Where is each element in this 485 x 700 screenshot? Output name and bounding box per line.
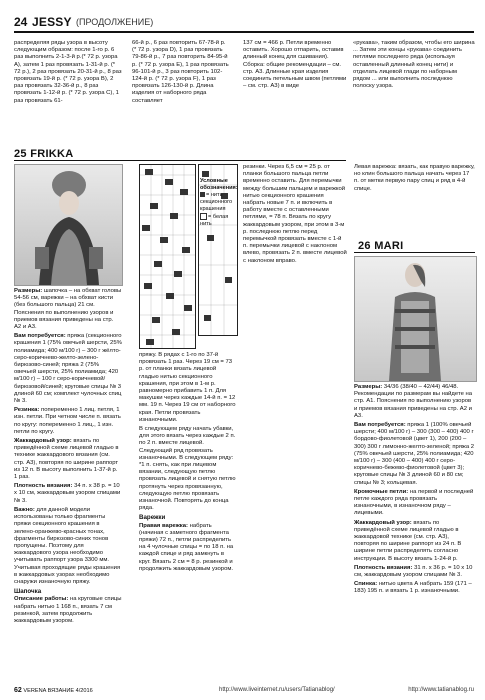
label-sizes: Размеры: [14, 288, 43, 294]
top-column-4: «рукава», таким образом, чтобы его ширина ... Затем эти концы «рукава» соединить петлями последнего ряда (используя оставленный длинный конец нити) и отделать лицевой глади по наборным рядом ... или выполнить последнюю полоску узора. [353, 40, 475, 90]
para-c2b: В следующем ряду начать убавки, для этого вязать через каждые 2 п. по 2 п. вместе лицевой. Следующий ряд провязать изнаночными. В следующем ряду: *1 п. снять, как при лицевом вязании, следующую петлю провязать лицевой и снятую петлю протянуть через провязанную, следующую петлю провязать изнаночной. Повторять до конца ряда. [139, 426, 236, 512]
frikka-column-3: резинки. Через 6,5 см = 25 р. от планки большого пальца петли временно оставить. Для перемычки между большим пальцем и варежкой нитью секционного крашения набрать новые 7 п. и включить в работу вместе с оставленными петлями, = 78 п. Вязать по кругу жаккардовым узором, при этом в 3-м р. последнюю петлю перед перемычкой провязать вместе с 1-й п. перемычки лицевой с наклоном влево, провязать 2 п. вместе лицевой с наклоном вправо. [243, 164, 347, 264]
page-footer [14, 687, 474, 697]
frikka-column-1 [14, 288, 122, 627]
para-gauge [14, 483, 122, 505]
para-right-mitten [139, 523, 237, 573]
footer-url-mid[interactable]: http://www.liveinternet.ru/users/Tatianablog/ [219, 687, 335, 693]
text-hat-desc: на круговые спицы набрать нитью 1 168 п., вязать 7 см резинкой, затем продолжить жаккардовым узором. [14, 596, 122, 624]
mari-title: 26 MARI [358, 240, 404, 252]
top-column-2: 66-й р., 6 раз повторить 67-78-й р. (* 72 р. узора D), 1 раз провязать 79-86-й р., 7 раз повторить 84-95-й р. (* 72 р. узора E), 1 раз провязать 96-101-й р., 3 раз повторить 102-124-й р. (* 72 р. узора F), 1 раз провязать 126-130-й р. Длина изделия от наборного ряда составляет [132, 40, 229, 104]
para-materials [14, 333, 122, 405]
footer-url-right[interactable]: http://www.tatianablog.ru [408, 687, 474, 693]
frikka-photo [14, 164, 123, 286]
para-mari-jacquard [354, 520, 475, 563]
label-materials: Вам потребуется: [14, 333, 66, 340]
footer-issue: VERENA ВЯЗАНИЕ 4/2016 [23, 688, 93, 694]
text-materials: пряжа (секционного крашения 1 (75% овечьей шерсти, 25% полиамида; 400 м/100 г) – 300 г жёлто-серо-коричнево-желто-зелено-бирюзово-синей; пряжа 2 (75% овечьей шерсти, 25% полиамида; 420 м/100 г) – 100 г серо-коричневой/бирюзовой/синей; круговые спицы № 3 длиной 60 см; комплект чулочных спиц № 3. [14, 333, 122, 405]
label-important: Важно: [14, 506, 35, 513]
text-mari-edge: на первой и последней петле каждого ряда провязать изнаночными, в изнаночном ряду – лицевыми. [354, 488, 474, 517]
footer-page-number: 62 [14, 687, 22, 694]
label-jacquard: Жаккардовый узор: [14, 438, 72, 445]
legend-text-white: = белая нить [200, 213, 229, 227]
text-mari-jacquard: вязать по приведённой схеме лицевой гладью в жаккардовой технике (см. стр. А3), повторяя по ширине раппорт из 24 п. В ширине петли распределять согласно инструкции. В высоту вязать 1-24-й р. [354, 519, 462, 562]
para-important [14, 507, 122, 586]
text-sizes: шапочка – на обхват головы 54-56 см, варежки – на обхват кисти (без большого пальца) 21 см. Пояснения по выполнению узоров и приемов вязания приведены на стр. А2 и А3. [14, 288, 122, 331]
text-mari-materials: пряжа 1 (100% овечьей шерсти; 400 м/100 г) – 300 (300 – 400) 400 г бордово-фиолетовой (цвет 1), 200 (200 – 300) 300 г лимонно-желто-зеленой; пряжа 2 (75% овечьей шерсти, 25% полиамида; 420 м/100 г) – 300 (400 – 400) 400 г серо-коричнево-бежево-фиолетовой (цвет 3); круговые спицы № 3 длиной 60 и 80 см; спицы № 3; кольцевая. [354, 422, 475, 486]
legend-item-sectional [200, 192, 240, 213]
label-mari-materials: Вам потребуется: [354, 422, 406, 429]
para-mari-materials [354, 422, 475, 487]
text-important: для данной модели использованы только фрагменты пряжи секционного крашения в зелено-оранжево-красных тонах, фрагменты бирюзово-синих тонов пропущены. Поэтому для жаккардового узора необходимо учитывать раппорт узора 3300 мм. Учитывая проходящие ряды крашения в жаккардовых узорах необходимо снаружи изнаночную пряжу. [14, 506, 121, 585]
text-rib: попеременно 1 лиц. петля, 1 изн. петли. При четном числе п. вязать по кругу: попеременно 1 лиц., 1 изн. петли по кругу. [14, 407, 121, 435]
page-header [14, 14, 474, 32]
text-mari-sizes: 34/36 (38/40 – 42/44) 46/48. Рекомендации по размерам вы найдете на стр. А1. Пояснения по выполнению узоров и приемов вязания приведены на стр. А2 и А3. [354, 384, 473, 419]
chart-grid [140, 165, 195, 348]
text-jacquard: вязать по приведённой схеме лицевой гладью в технике жаккардового вязания (см. стр. А3), повторяя по ширине раппорт из 12 п. В высоту выполнить 1-37-й р. 1 раз. [14, 438, 119, 481]
para-jacquard [14, 438, 122, 481]
label-mari-gauge: Плотность вязания: [354, 564, 413, 571]
para-mari-gauge [354, 565, 475, 579]
chart-legend [200, 178, 240, 228]
text-right-mitten: набрать (начиная с заметного фрагмента пряжи) 72 п., петли распределить на 4 чулочные спицы = по 18 п. на каждой спице и ряд замкнуть в круг. Вязать 2 см = 8 р. резинкой и продолжить жаккардовым узором. [139, 522, 234, 572]
label-mari-back: Спинка: [354, 581, 378, 588]
top-column-1: распределяя ряды узора в высоту следующим образом: после 1-го р. 6 раз выполнить 2-1-3-й р.(* 72 р. узора А), затем 1 раз провязать 1-31-й р. (* 72 р.), 2 раз провязать 20-31-й р., 8 раз провязать 19-й р. (* 72 р. узора В), 2 раз провязать 32-36-й р., 8 раз провязать 1-12-й р. (* 72 р. узора С), 1 раз провязать 61- [14, 40, 122, 104]
section-rule [14, 160, 346, 161]
top-column-3: 137 см = 466 р. Петли временно оставить. Хорошо отпарить, оставив длинный конец для сшивания). Сборка: общие рекомендации – см. стр. А3. Длинные края изделия соединить петельным швом (петлями – см. стр. А3) в виде [243, 40, 347, 90]
para-c2: пряжу. В рядах с 1-го по 37-й провязать 1 раз. Через 19 см = 73 р. от планки вязать лицевой гладью нитью секционного крашения, при этом в 1-м р. равномерно прибавить 1 п. Для макушки через каждые 14-й п. = 12 мм. 19 п. Через 19 см от наборного края. Петли провязать изнаночными. [139, 352, 236, 423]
label-hat-desc: Описание работы: [14, 596, 69, 603]
frikka-column-2 [139, 352, 237, 575]
header-subtitle: (ПРОДОЛЖЕНИЕ) [76, 17, 154, 27]
page-number: 24 [14, 15, 28, 29]
label-mari-jacquard: Жаккардовый узор: [354, 519, 412, 526]
text-gauge: 34 п. х 38 р. = 10 х 10 см, жаккардовым узором спицами № 3. [14, 483, 121, 504]
legend-swatch-dark [200, 192, 205, 197]
header-rule [14, 31, 474, 33]
para-sizes [14, 288, 122, 331]
text-mari-back: нитью цвета А набрать 159 (171 – 183) 195 п. и вязать 1 р. изнаночными. [354, 581, 472, 595]
magazine-title: JESSY [32, 15, 72, 29]
mari-column [354, 384, 475, 598]
hat-heading: Шапочка [14, 588, 42, 596]
frikka-column-4: Левая варежка: вязать, как правую варежку, но клин большого пальца начать через 17 п. от метки первую пару спиц и ряд в 4-й спице. [354, 164, 475, 192]
legend-item-white [200, 213, 240, 228]
text-mari-gauge: 31 п. х 36 р. = 10 х 10 см, жаккардовым узором спицами № 3. [354, 564, 473, 579]
legend-swatch-white [200, 213, 207, 220]
label-right-mitten: Правая варежка: [139, 522, 188, 529]
para-mari-sizes [354, 384, 475, 420]
frikka-title: 25 FRIKKA [14, 148, 74, 160]
para-hat [14, 596, 122, 625]
label-gauge: Плотность вязания: [14, 483, 73, 490]
label-mari-edge: Кромочные петли: [354, 488, 409, 495]
para-rib [14, 407, 122, 436]
mari-rule [354, 252, 475, 253]
label-mari-sizes: Размеры: [354, 384, 383, 390]
legend-title: Условные обозначения: [200, 178, 238, 191]
mittens-heading: Варежки [139, 514, 166, 522]
jacquard-chart-hat [139, 164, 196, 349]
mari-photo [354, 256, 477, 382]
para-mari-edge [354, 489, 475, 518]
label-rib: Резинка: [14, 407, 40, 414]
legend-text-sectional: = нить секционного крашения [200, 192, 233, 212]
para-mari-back [354, 581, 475, 595]
